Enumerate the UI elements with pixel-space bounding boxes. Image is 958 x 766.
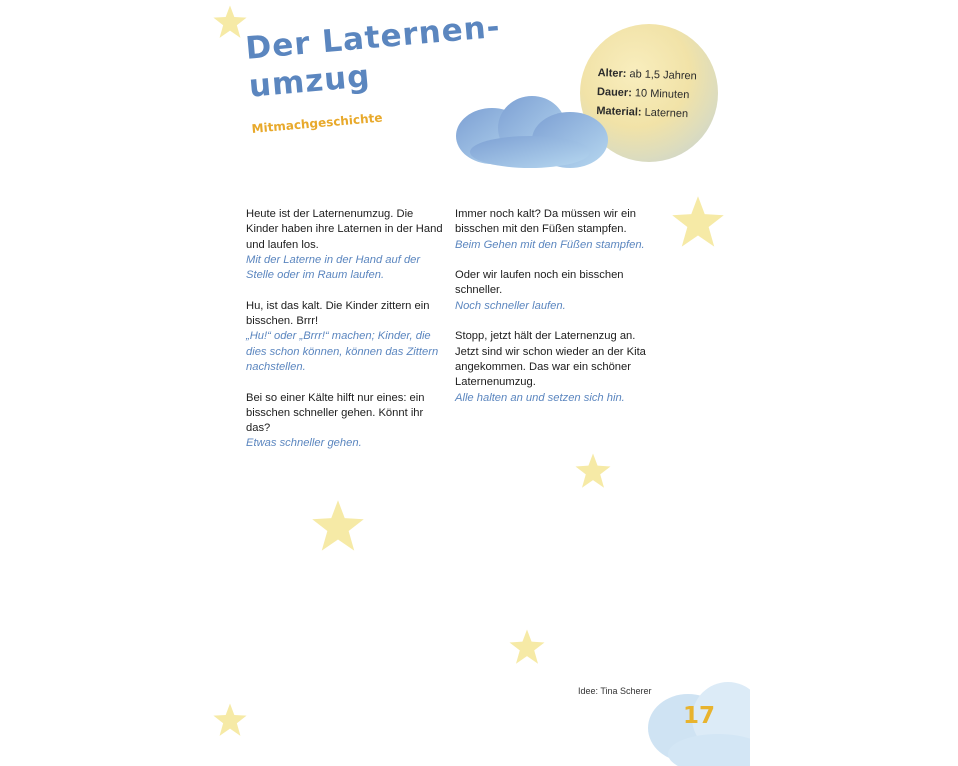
duration-label: Dauer: [596, 85, 633, 100]
story-text: Oder wir laufen noch ein bisschen schneller. [455, 269, 624, 297]
material-label: Material: [596, 104, 642, 119]
age-label: Alter: [597, 66, 627, 80]
author-credit: Idee: Tina Scherer [578, 686, 652, 696]
activity-info [596, 64, 697, 124]
story-text: Immer noch kalt? Da müssen wir ein bisschen mit den Füßen stampfen. [455, 208, 636, 236]
story-paragraph [455, 207, 655, 253]
title-line-1: Der Laternen- [244, 8, 502, 67]
story-instruction: Beim Gehen mit den Füßen stampfen. [455, 238, 645, 251]
info-material [596, 102, 696, 124]
story-text: Stopp, jetzt hält der Laternenzug an. Jetzt sind wir schon wieder an der Kita angekommen. Das war ein schöner Laternenumzug. [455, 330, 646, 389]
material-value: Laternen [641, 106, 689, 121]
star-icon [310, 498, 366, 554]
story-paragraph [455, 268, 655, 314]
story-instruction: Noch schneller laufen. [455, 299, 566, 312]
page-title [244, 8, 505, 106]
story-text: Hu, ist das kalt. Die Kinder zittern ein bisschen. Brrr! [246, 299, 430, 328]
title-line-2: umzug [247, 58, 372, 105]
page-number: 17 [683, 703, 716, 729]
story-instruction: Mit der Laterne in der Hand auf der Stelle oder im Raum laufen. [246, 253, 421, 282]
story-column-left [246, 207, 446, 467]
subtitle: Mitmachgeschichte [251, 110, 383, 136]
star-icon [508, 628, 546, 666]
age-value: ab 1,5 Jahren [626, 68, 697, 83]
story-paragraph [455, 329, 655, 405]
star-icon [212, 702, 248, 738]
star-icon [574, 452, 612, 490]
story-text: Bei so einer Kälte hilft nur eines: ein bisschen schneller gehen. Könnt ihr das? [246, 391, 425, 435]
book-page [208, 0, 750, 766]
duration-value: 10 Minuten [631, 87, 690, 102]
story-paragraph [246, 391, 446, 452]
story-instruction: „Hu!“ oder „Brrr!“ machen; Kinder, die dies schon können, können das Zittern nachstellen. [246, 330, 439, 373]
story-paragraph [246, 299, 446, 375]
star-icon [212, 4, 248, 40]
story-column-right [455, 207, 655, 421]
cloud-illustration [452, 92, 612, 170]
story-instruction: Etwas schneller gehen. [246, 437, 362, 450]
star-icon [670, 194, 726, 250]
story-text: Heute ist der Laternenumzug. Die Kinder haben ihre Laternen in der Hand und laufen los. [246, 208, 443, 251]
story-instruction: Alle halten an und setzen sich hin. [455, 391, 625, 404]
story-paragraph [246, 207, 446, 283]
